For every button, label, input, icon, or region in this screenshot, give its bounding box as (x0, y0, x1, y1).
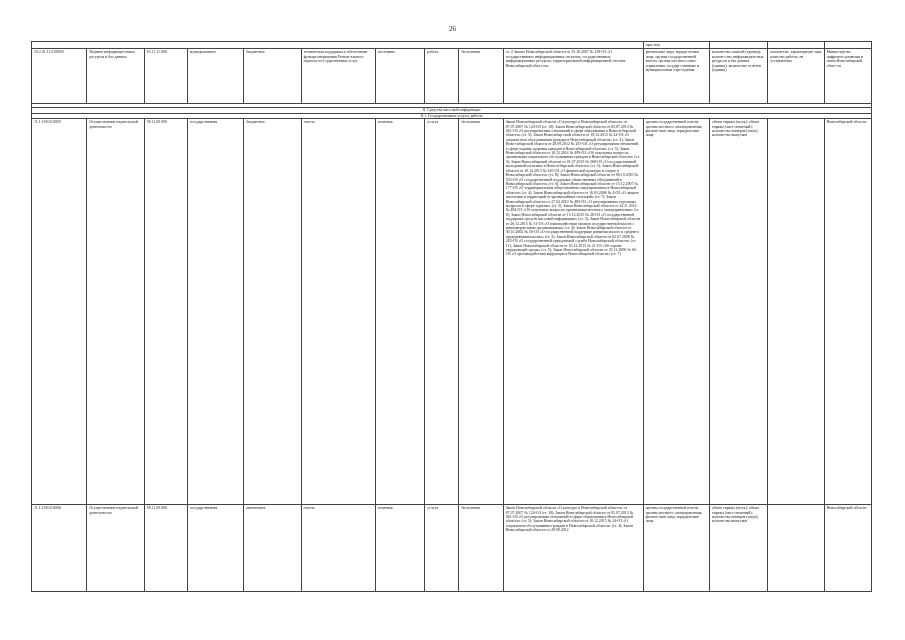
cell-kind: услуга (425, 119, 459, 505)
cell-authority: Министерство цифрового развития и связи Новосибирской обла-сти (824, 49, 871, 104)
cell-okved: 63.11.11.000 (144, 49, 187, 104)
cell-legal-basis: Закон Новосибирской области «О культуре в Новосибирской области» от 07.07.2007 № 124-ОЗ (ст. 10); Закон Новосибирской области от 05.07.2013 № 361-ОЗ «О регулировании отношений в сфере образования в Новосибирской области» (ст. 5); Закон Новосибирской области от 18.12.2015 № 24-ОЗ «О социальном обслуживании граждан в Новосибирской области» (ст. 4); Закон Новосибирской области от 28.09.2012 (503, 505, 643, 592)
cell-content: газеты (301, 119, 375, 505)
cell-authority: Новосибирской области (824, 119, 871, 505)
cell-content: газеты (301, 505, 375, 592)
cell-code: 11.1.1910.0.0005 (32, 119, 87, 505)
cell-consumers: физические лица, юриди-ческие лица, органы государственной власти, органы местного само-управления, государ-ственные и муниципальные учре-ждения (643, 49, 709, 104)
table-row (32, 505, 872, 592)
cell-payment: бесплатная (459, 505, 503, 592)
cell-payment: бесплатная (459, 49, 503, 104)
cell-level: государственная (187, 505, 243, 592)
cell-institution-type: бюджетное (244, 49, 301, 104)
cell-consumers: органы государственной власти, органы местного самоуправления, физиче-ские лица, юридические лица (643, 505, 709, 592)
table-row-continuation (32, 42, 872, 49)
cell-consumers-fragment: щих лиц (643, 42, 709, 49)
cell-condition: печатная (376, 119, 425, 505)
cell-content: техническая поддержка и обеспечение функци-онирования Регион-ального портала госу-дарственных услуг (301, 49, 375, 104)
cell-level: муниципальное (187, 49, 243, 104)
cell-name: Ведение информаци-онных ресурсов и баз данных (87, 49, 144, 104)
cell-volume: объем тиража (штук); объем тиража (лист печатный); количество номеров (штук); количество выпусков (709, 505, 767, 592)
cell-name: Осуществление издательской деятельности (87, 505, 144, 592)
cell-institution-type: автономное (244, 505, 301, 592)
cell-okved: 58.11.00.000 (144, 505, 187, 592)
cell-name: Осуществление издательской деятельности (87, 119, 144, 505)
cell-legal-basis: Закон Новосибирской области «О культуре в Новосибирской области» от 07.07.2007 № 124-ОЗ (ст. 10); Закон Новосибирской области от 05.07.2013 № 361-ОЗ «О регулирова-нии отношений в сфере образования в Новоси-бирской области» (ст. 5); Закон Новосибир-ской области от 18.12.2015 № 24-ОЗ «О социаль-ном обслуживании граждан в Новосибирской области» (ст. 4); Закон Ново-сибирской области от 28.09.2012 № 255-ОЗ «О регулировании отношений в сфере охраны здоровья граждан в Новосибирской области» (ст. 5); Закон Новосибирской области от 18.12.2014 № 499-ОЗ «Об отдельных вопросах организации социального обслуживания граждан в Новосибирской области» (ст. 3); Закон Новосибирской области от 01.07.2015 № 568-ОЗ «О государственной молодежной политике в Новоси-бирской области» (ст. 5); Закон Новосибирской области от 10.12.2013 № 410-ОЗ «О физической культуре и спорте в Новосибирской области» (ст. 8); Закон Новосибирской области от 06.10.2010 № 533-ОЗ «О государственной поддержке общественных объединений в Новосибирской области» (ст. 6); Закон Новосибирской области от 15.12.2007 № 177-ОЗ «О территориальном общественном самоуправлении в Новосибирской области» (ст. 4); Закон Новосибирской области от 16.03.2006 № 4-ОЗ «О защите населения и территорий от чрезвычайных ситуаций» (ст. 7); Закон Новосибирской области от 27.04.2010 № 485-ОЗ «О регулировании отдельных вопросов в сфере туризма» (ст. 5); Закон Новосибирской области от 24.11.2014 № 484-ОЗ «Об отдельных вопросах организации местного самоуправления» (ст. 6); Закон Новосибирской области от 15.12.2015 № 28-ОЗ «О государственной поддержке средств массовой информации» (ст. 3); Закон Новосибирской области от 26.12.2015 № 31-ОЗ «О взаимодействии органов государственной власти с некоммерческими организациями» (ст. 4); Закон Новосибирской области от 30.10.2002 № 56-ОЗ «О государственной поддержке развития малого и среднего предпринимательства» (ст. 3); Закон Новосибирской области от 02.07.2008 № 245-ОЗ «О государственной гражданской службе Новосибирской области» (ст. 11); Закон Новосибирской области от 10.12.2015 № 21-ОЗ «Об охране окружающей среды» (ст. 5); Закон Новосибирской области от 25.12.2006 № 65-ОЗ «О противодействии коррупции в Новосибирской области» (ст. 7) (503, 119, 643, 505)
page-number: 26 (449, 25, 456, 33)
cell-quality (768, 119, 824, 505)
subsection-heading: II.1. Государственные услуги, работы (32, 113, 872, 118)
cell-authority: Новосибирской области (824, 505, 871, 592)
cell-legal-basis: ст. 2 Закона Новосибирской области от 15.10.2007 № 158-ОЗ «О государственных информационных системах, государственных информационных ресурсах, территориальной информационной системе Новосибирской обла-сти» (503, 49, 643, 104)
cell-condition: печатная (376, 505, 425, 592)
cell-condition: постоянно (376, 49, 425, 104)
cell-kind: работа (425, 49, 459, 104)
cell-volume: объем тиража (штук); объем тиража (лист печатный); количество номеров (штук); количество выпусков (709, 119, 767, 505)
cell-payment: бесплатная (459, 119, 503, 505)
cell-code: 10.2.01.11.0.00055 (32, 49, 87, 104)
cell-consumers: органы государственной власти, органы местного самоуправления, физиче-ские лица, юридические лица (643, 119, 709, 505)
cell-quality: показатели, характеризую-щие качество работы, не установлены (768, 49, 824, 104)
cell-institution-type: бюджетное (244, 119, 301, 505)
cell-volume: количество записей (единиц); количе-ство информацион-ных ресурсов и баз данных (единиц); количество отчетов (единиц) (709, 49, 767, 104)
cell-okved: 58.11.00.000 (144, 119, 187, 505)
cell-level: государственная (187, 119, 243, 505)
section-heading: II. Средства массовой информации (32, 108, 872, 113)
cell-quality (768, 505, 824, 592)
cell-kind: услуга (425, 505, 459, 592)
table-row (32, 49, 872, 104)
cell-code: 11.1.1910.0.0006 (32, 505, 87, 592)
table-row (32, 119, 872, 505)
registry-table (31, 41, 872, 592)
